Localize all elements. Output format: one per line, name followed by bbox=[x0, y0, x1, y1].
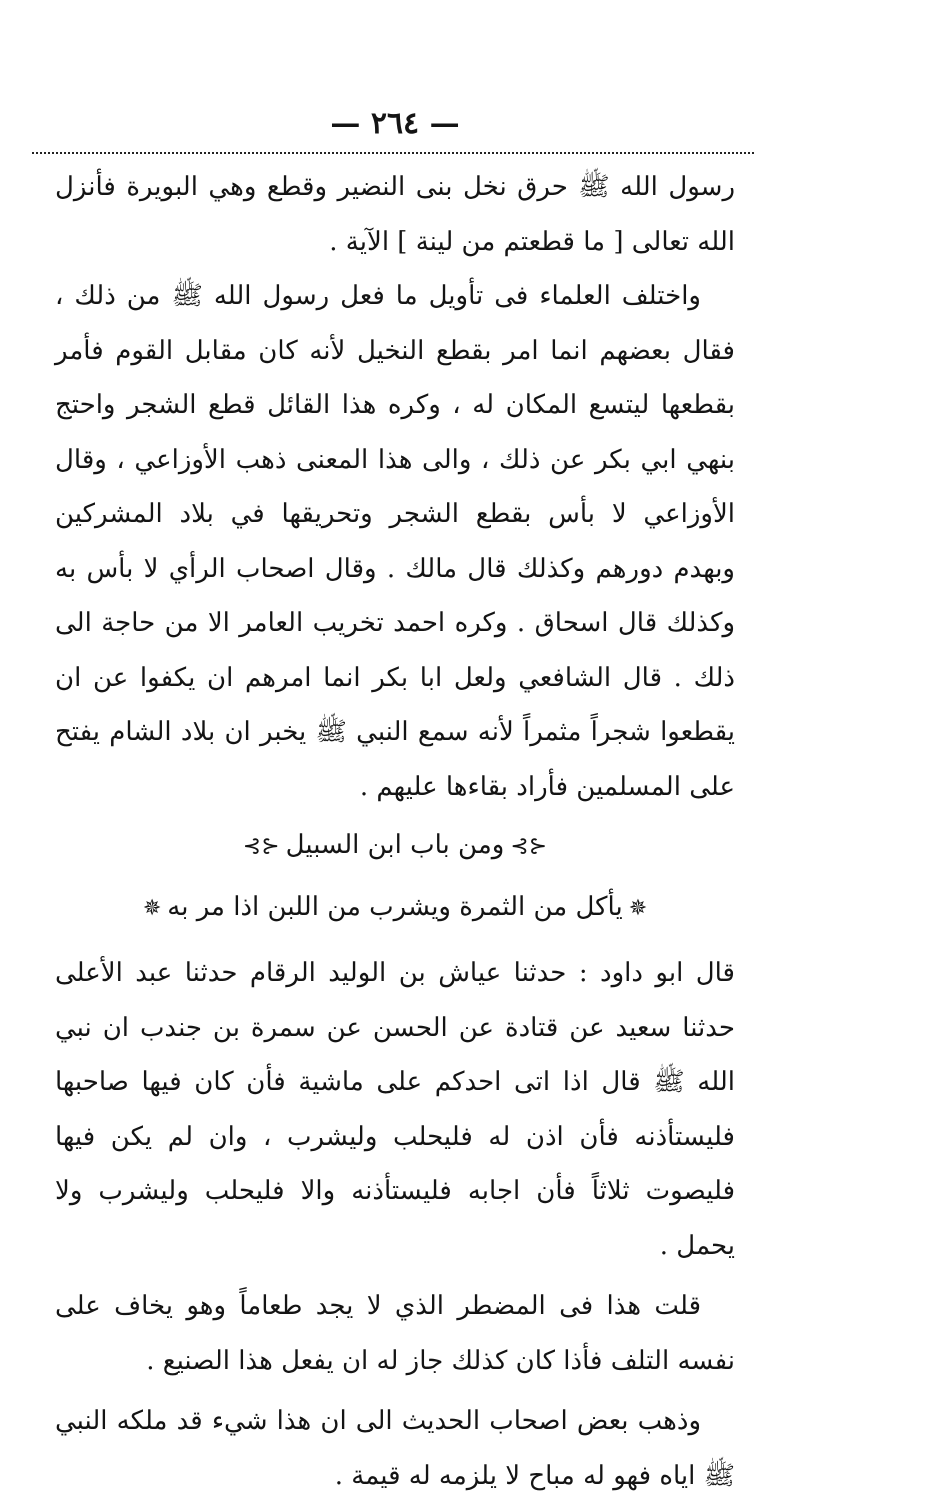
page-number: — ٢٦٤ — bbox=[330, 106, 460, 141]
paragraph-hadith: قال ابو داود : حدثنا عياش بن الوليد الرقام حدثنا عبد الأعلى حدثنا سعيد عن قتادة عن الحسن عن سمرة بن جندب ان نبي الله ﷺ قال اذا اتى احدكم على ماشية فأن كان فيها صاحبها فليستأذنه فأن اذن له فليحلب وليشرب ، وان لم يكن فيها فليصوت ثلاثاً فأن اجابه فليستأذنه والا فليحلب وليشرب ولا يحمل . bbox=[55, 958, 735, 1261]
paragraph-commentary: قلت هذا فى المضطر الذي لا يجد طعاماً وهو يخاف على نفسه التلف فأذا كان كذلك جاز له ان يفعل هذا الصنيع . bbox=[55, 1291, 735, 1376]
paragraph-opening: رسول الله ﷺ حرق نخل بنى النضير وقطع وهي البويرة فأنزل الله تعالى [ ما قطعتم من لينة ] الآية . bbox=[55, 172, 735, 257]
chapter-title: ومن باب ابن السبيل bbox=[285, 830, 505, 860]
chapter-subtitle: يأكل من الثمرة ويشرب من اللبن اذا مر به bbox=[167, 892, 623, 922]
chapter-heading bbox=[55, 814, 735, 878]
paragraph-hadith-scholars: وذهب بعض اصحاب الحديث الى ان هذا شيء قد ملكه النبي ﷺ اياه فهو له مباح لا يلزمه له قيمة . bbox=[55, 1406, 735, 1491]
header-divider bbox=[32, 152, 754, 154]
paragraph-scholars-dispute: واختلف العلماء فى تأويل ما فعل رسول الله ﷺ من ذلك ، فقال بعضهم انما امر بقطع النخيل لأنه كان مقابل القوم فأمر بقطعها ليتسع المكان له ، وكره هذا القائل قطع الشجر واحتج بنهي ابي بكر عن ذلك ، والى هذا المعنى ذهب الأوزاعي ، وقال الأوزاعي لا بأس بقطع الشجر وتحريقها في بلاد المشركين وبهدم دورهم وكذلك قال مالك . وقال اصحاب الرأي لا بأس به وكذلك قال اسحاق . وكره احمد تخريب العامر الا من حاجة الى ذلك . قال الشافعي ولعل ابا بكر انما امرهم ان يكفوا عن ان يقطعوا شجراً مثمراً لأنه سمع النبي ﷺ يخبر ان بلاد الشام يفتح على المسلمين فأراد بقاءها عليهم . bbox=[55, 281, 735, 802]
heading-ornament-left: ⊰⊱ bbox=[242, 834, 280, 859]
subheading-ornament-right: ✵ bbox=[628, 896, 648, 921]
chapter-subheading bbox=[55, 878, 735, 938]
heading-ornament-right: ⊰⊱ bbox=[510, 834, 548, 859]
subheading-ornament-left: ✵ bbox=[142, 896, 162, 921]
page-body bbox=[55, 160, 735, 1503]
